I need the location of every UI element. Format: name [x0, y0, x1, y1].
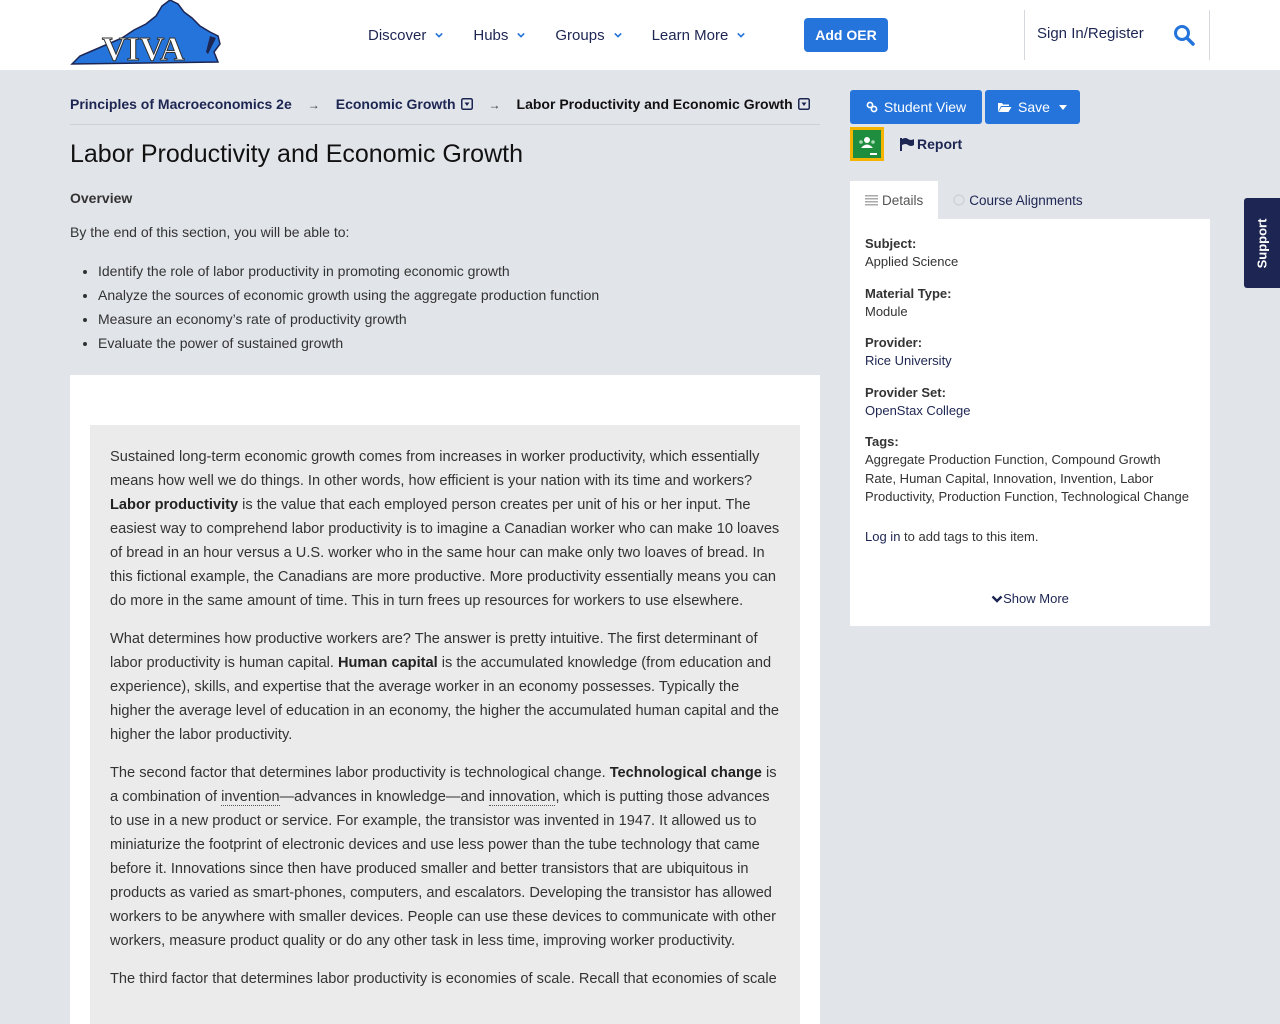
nav-hubs[interactable] — [473, 27, 525, 44]
site-header — [0, 0, 1280, 70]
breadcrumb — [70, 96, 820, 125]
tags-value: Aggregate Production Function, Compound Growth Rate, Human Capital, Innovation, Invention, Labor Productivity, Production Function, Technological Change — [865, 452, 1189, 504]
breadcrumb-separator: → — [307, 98, 320, 112]
search-button[interactable] — [1173, 24, 1195, 46]
text: —advances in knowledge—and — [279, 789, 489, 805]
content-card — [70, 375, 820, 1024]
breadcrumb-label: Economic Growth — [335, 96, 456, 112]
tab-course-alignments[interactable] — [938, 181, 1097, 219]
page-title: Labor Productivity and Economic Growth — [70, 140, 523, 168]
overview-heading: Overview — [70, 190, 133, 206]
main-nav — [368, 0, 775, 70]
chevron-down-icon — [614, 31, 622, 39]
log-in-link[interactable]: Log in — [865, 528, 901, 544]
provider-set-link[interactable]: OpenStax College — [865, 402, 971, 418]
caret-square-down-icon[interactable] — [798, 98, 810, 110]
circle-icon — [953, 194, 965, 206]
paragraph: The third factor that determines labor productivity is economies of scale. Recall that economies of scale — [110, 971, 777, 987]
term-labor-productivity: Labor productivity — [110, 497, 239, 513]
login-note-text: to add tags to this item. — [900, 528, 1039, 544]
paragraph — [110, 761, 780, 953]
field-provider-set — [865, 384, 1195, 421]
field-value: Module — [865, 303, 908, 319]
list-icon — [865, 195, 878, 206]
term-technological-change: Technological change — [609, 765, 762, 781]
text: is the accumulated knowledge (from education and experience), skills, and expertise that the average worker in an economy possesses. Typically the higher the average level of education in an economy, the higher the accumulated human capital and the higher the labor productivity. — [110, 655, 780, 743]
breadcrumb-label: Principles of Macroeconomics 2e — [70, 96, 292, 112]
header-divider — [1209, 10, 1210, 60]
provider-link[interactable]: Rice University — [865, 353, 952, 368]
nav-learn-more[interactable] — [652, 27, 746, 44]
chevron-down-icon — [435, 31, 443, 39]
field-label: Tags: — [865, 434, 899, 449]
tab-details[interactable] — [850, 181, 938, 219]
nav-groups[interactable] — [555, 27, 621, 44]
viva-logo[interactable] — [70, 0, 222, 66]
term-human-capital: Human capital — [337, 655, 438, 671]
field-label: Provider Set: — [865, 384, 946, 400]
nav-label: Groups — [555, 26, 605, 44]
objective-item: • Measure an economy’s rate of productivity growth — [98, 309, 599, 333]
objective-item: • Evaluate the power of sustained growth — [98, 333, 599, 357]
virginia-state-logo-icon — [70, 0, 222, 66]
objective-item: • Analyze the sources of economic growth using the aggregate production function — [98, 285, 599, 309]
add-oer-button[interactable]: Add OER — [804, 18, 888, 52]
search-icon — [1173, 24, 1195, 46]
field-provider — [865, 334, 1195, 371]
field-subject — [865, 235, 1195, 272]
content-body — [90, 425, 800, 1024]
nav-label: Discover — [368, 26, 427, 44]
link-icon — [866, 101, 878, 113]
text: What determines how productive workers are? The answer is pretty intuitive. The first determinant of labor productivity is human capital. — [110, 631, 758, 671]
details-tabs — [850, 181, 1098, 219]
button-label: Save — [1018, 99, 1050, 115]
google-classroom-icon — [853, 130, 881, 158]
glossary-term-invention[interactable]: invention — [221, 789, 280, 805]
text: The second factor that determines labor productivity is technological change. — [110, 765, 610, 781]
chevron-down-icon — [737, 31, 745, 39]
nav-label: Learn More — [651, 26, 729, 44]
breadcrumb-label: Labor Productivity and Economic Growth — [516, 96, 793, 112]
student-view-button[interactable] — [850, 90, 982, 124]
folder-open-icon — [997, 101, 1012, 113]
text: is a combination of — [110, 765, 777, 805]
paragraph — [110, 445, 780, 613]
tab-label: Details — [882, 192, 924, 208]
text: , which is putting those advances to use in a new product or service. For example, the transistor was invented in 1947. It allowed us to miniaturize the footprint of electronic devices and use less power than the tube technology that came before it. Innovations since then have produced smaller and better transistors that are ubiquitous in products as varied as smart-phones, computers, and escalators. Developing the transistor has allowed workers to be anywhere with smaller devices. People can use these devices to communicate with other workers, measure product quality or do any other task in less time, improving worker productivity. — [110, 789, 776, 949]
field-label: Material Type: — [865, 285, 952, 301]
report-label: Report — [917, 136, 963, 152]
field-material-type — [865, 285, 1195, 322]
caret-square-down-icon[interactable] — [461, 98, 473, 110]
sign-in-register-link[interactable]: Sign In/Register — [1037, 25, 1144, 42]
field-tags — [865, 433, 1195, 507]
show-more-button[interactable] — [850, 591, 1210, 606]
tab-label: Course Alignments — [969, 192, 1083, 208]
overview-intro: By the end of this section, you will be able to: — [70, 224, 350, 240]
field-value: Applied Science — [865, 254, 959, 269]
breadcrumb-chapter[interactable] — [336, 96, 473, 112]
breadcrumb-separator: → — [488, 98, 501, 112]
header-divider — [1024, 10, 1025, 60]
learning-objectives-list — [98, 261, 599, 357]
objective-item: • Identify the role of labor productivity in promoting economic growth — [98, 261, 599, 285]
chevron-down-icon — [517, 31, 525, 39]
caret-down-icon — [1058, 102, 1068, 112]
support-label: Support — [1254, 218, 1270, 268]
login-to-tag-note — [865, 529, 1195, 544]
nav-discover[interactable] — [368, 27, 443, 44]
text: is the value that each employed person creates per unit of his or her input. The easiest way to comprehend labor productivity is to imagine a Canadian worker who can make 10 loaves of bread in an hour versus a U.S. worker who in the same hour can make only two loaves of bread. In this fictional example, the Canadians are more productive. More productivity essentially means you can do more in the same amount of time. This in turn frees up resources for workers to use elsewhere. — [110, 497, 780, 609]
details-panel — [850, 219, 1210, 626]
report-link[interactable] — [900, 136, 962, 152]
glossary-term-innovation[interactable]: innovation — [488, 789, 556, 805]
show-more-label: Show More — [1003, 591, 1069, 606]
button-label: Student View — [883, 99, 967, 115]
paragraph — [110, 627, 780, 747]
breadcrumb-course[interactable] — [70, 96, 292, 112]
support-tab[interactable] — [1244, 198, 1280, 288]
save-dropdown-button[interactable] — [985, 90, 1080, 124]
google-classroom-share-button[interactable] — [850, 127, 884, 161]
field-label: Subject: — [865, 236, 917, 251]
text: Sustained long-term economic growth comes from increases in worker productivity, which essentially means how well we do things. In other words, how efficient is your nation with its time and workers? — [110, 449, 760, 489]
breadcrumb-current — [517, 96, 810, 112]
field-label: Provider: — [865, 335, 923, 350]
chevron-down-icon — [991, 594, 1003, 604]
nav-label: Hubs — [473, 26, 509, 44]
svg-text:VIVA: VIVA — [102, 31, 185, 66]
flag-icon — [900, 138, 914, 151]
